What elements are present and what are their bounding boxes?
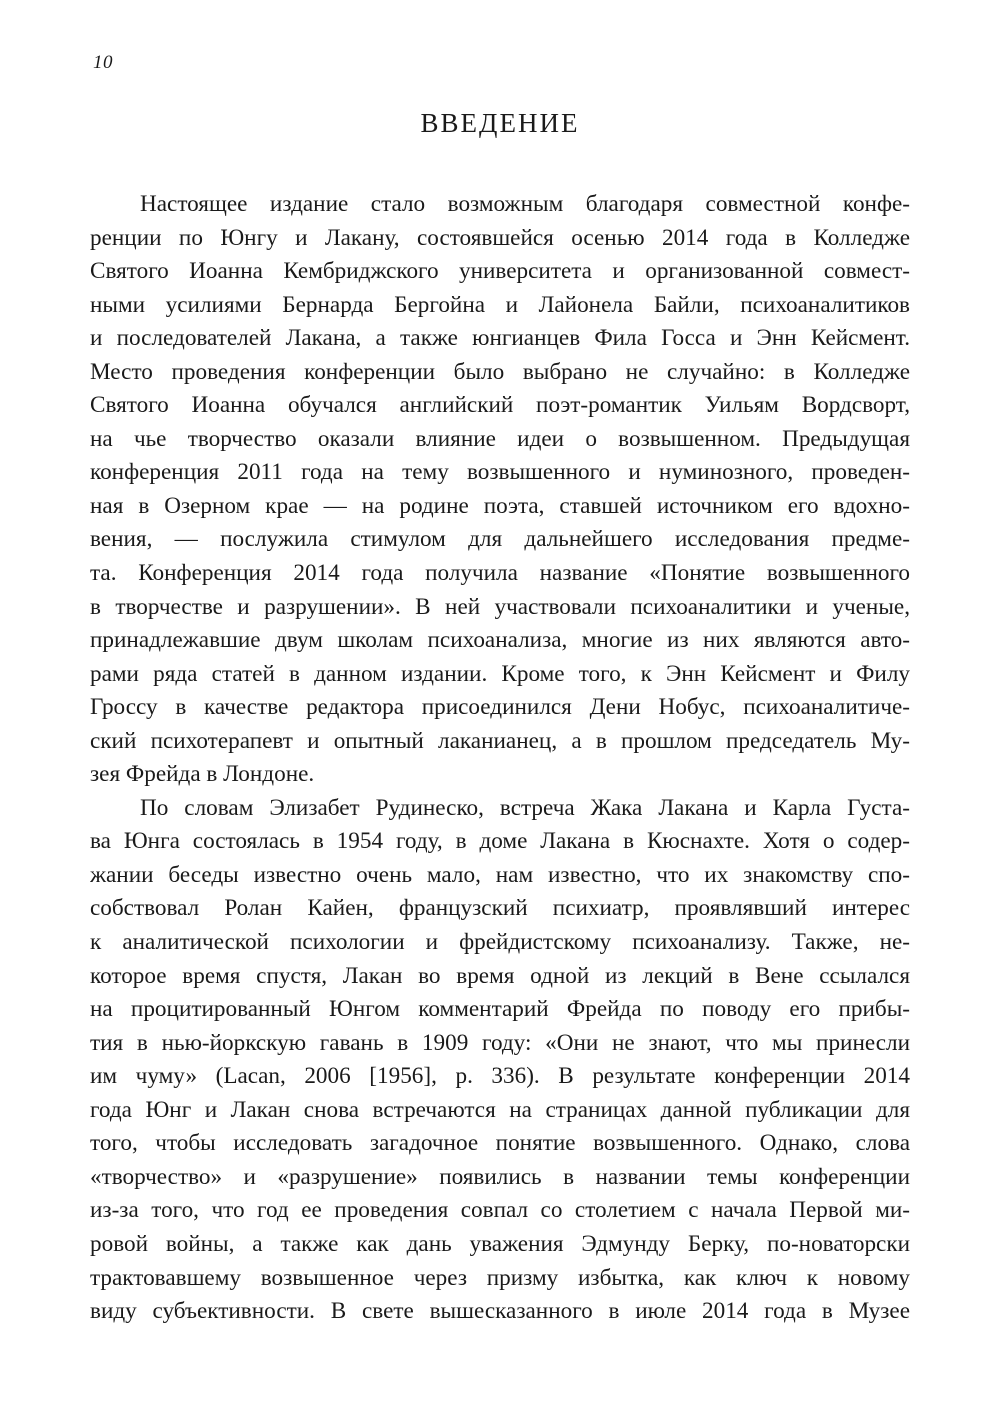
body-text [90,188,910,1329]
text-line: Святого Иоанна Кембриджского университета и организованной совмест- [90,258,910,285]
text-line: и последователей Лакана, а также юнгианцев Фила Госса и Энн Кейсмент. [90,325,910,352]
text-line: ровой войны, а также как дань уважения Эдмунду Берку, по-новаторски [90,1230,910,1257]
text-line: По словам Элизабет Рудинеско, встреча Жака Лакана и Карла Густа- [140,794,910,821]
text-line: которое время спустя, Лакан во время одной из лекций в Вене ссылался [90,962,910,989]
text-line: «творчество» и «разрушение» появились в названии темы конференции [90,1163,910,1190]
text-line: вения, — послужила стимулом для дальнейшего исследования предме- [90,526,910,553]
page-number: 10 [93,52,113,73]
text-line: им чуму» (Lacan, 2006 [1956], p. 336). В результате конференции 2014 [90,1063,910,1090]
text-line: ная в Озерном крае — на родине поэта, ставшей источником его вдохно- [90,492,910,519]
text-line: жании беседы известно очень мало, нам известно, что их знакомству спо- [90,861,910,888]
text-line: в творчестве и разрушении». В ней участвовали психоаналитики и ученые, [90,593,910,620]
text-line: виду субъективности. В свете вышесказанного в июле 2014 года в Музее [90,1298,910,1325]
text-line: на процитированный Юнгом комментарий Фрейда по поводу его прибы- [90,996,910,1023]
text-line: трактовавшему возвышенное через призму избытка, как ключ к новому [90,1264,910,1291]
text-line: ский психотерапевт и опытный лаканианец, а в прошлом председатель Му- [90,727,910,754]
text-line: та. Конференция 2014 года получила название «Понятие возвышенного [90,560,910,587]
text-line: ва Юнга состоялась в 1954 году, в доме Лакана в Кюснахте. Хотя о содер- [90,828,910,855]
text-line: конференция 2011 года на тему возвышенного и нуминозного, проведен- [90,459,910,486]
text-line: на чье творчество оказали влияние идеи о возвышенном. Предыдущая [90,425,910,452]
chapter-title: ВВЕДЕНИЕ [420,108,580,138]
text-line: Место проведения конференции было выбрано не случайно: в Колледже [90,358,910,385]
text-line: Гроссу в качестве редактора присоединился Дени Нобус, психоаналитиче- [90,694,910,721]
text-line: к аналитической психологии и фрейдистскому психоанализу. Также, не- [90,929,910,956]
text-line: Святого Иоанна обучался английский поэт-романтик Уильям Вордсворт, [90,392,910,419]
text-line: зея Фрейда в Лондоне. [90,761,315,788]
text-line: ренции по Юнгу и Лакану, состоявшейся осенью 2014 года в Колледже [90,224,910,251]
text-line: из-за того, что год ее проведения совпал со столетием с начала Первой ми- [90,1197,910,1224]
text-line: ными усилиями Бернарда Бергойна и Лайонела Байли, психоаналитиков [90,291,910,318]
text-line: года Юнг и Лакан снова встречаются на страницах данной публикации для [90,1096,910,1123]
text-line: собствовал Ролан Кайен, французский психиатр, проявлявший интерес [90,895,910,922]
text-line: тия в нью-йоркскую гавань в 1909 году: «Они не знают, что мы принесли [90,1029,910,1056]
text-line: рами ряда статей в данном издании. Кроме того, к Энн Кейсмент и Филу [90,660,910,687]
text-line: принадлежавшие двум школам психоанализа, многие из них являются авто- [90,627,910,654]
text-line: того, чтобы исследовать загадочное понятие возвышенного. Однако, слова [90,1130,910,1157]
text-line: Настоящее издание стало возможным благодаря совместной конфе- [140,191,910,217]
